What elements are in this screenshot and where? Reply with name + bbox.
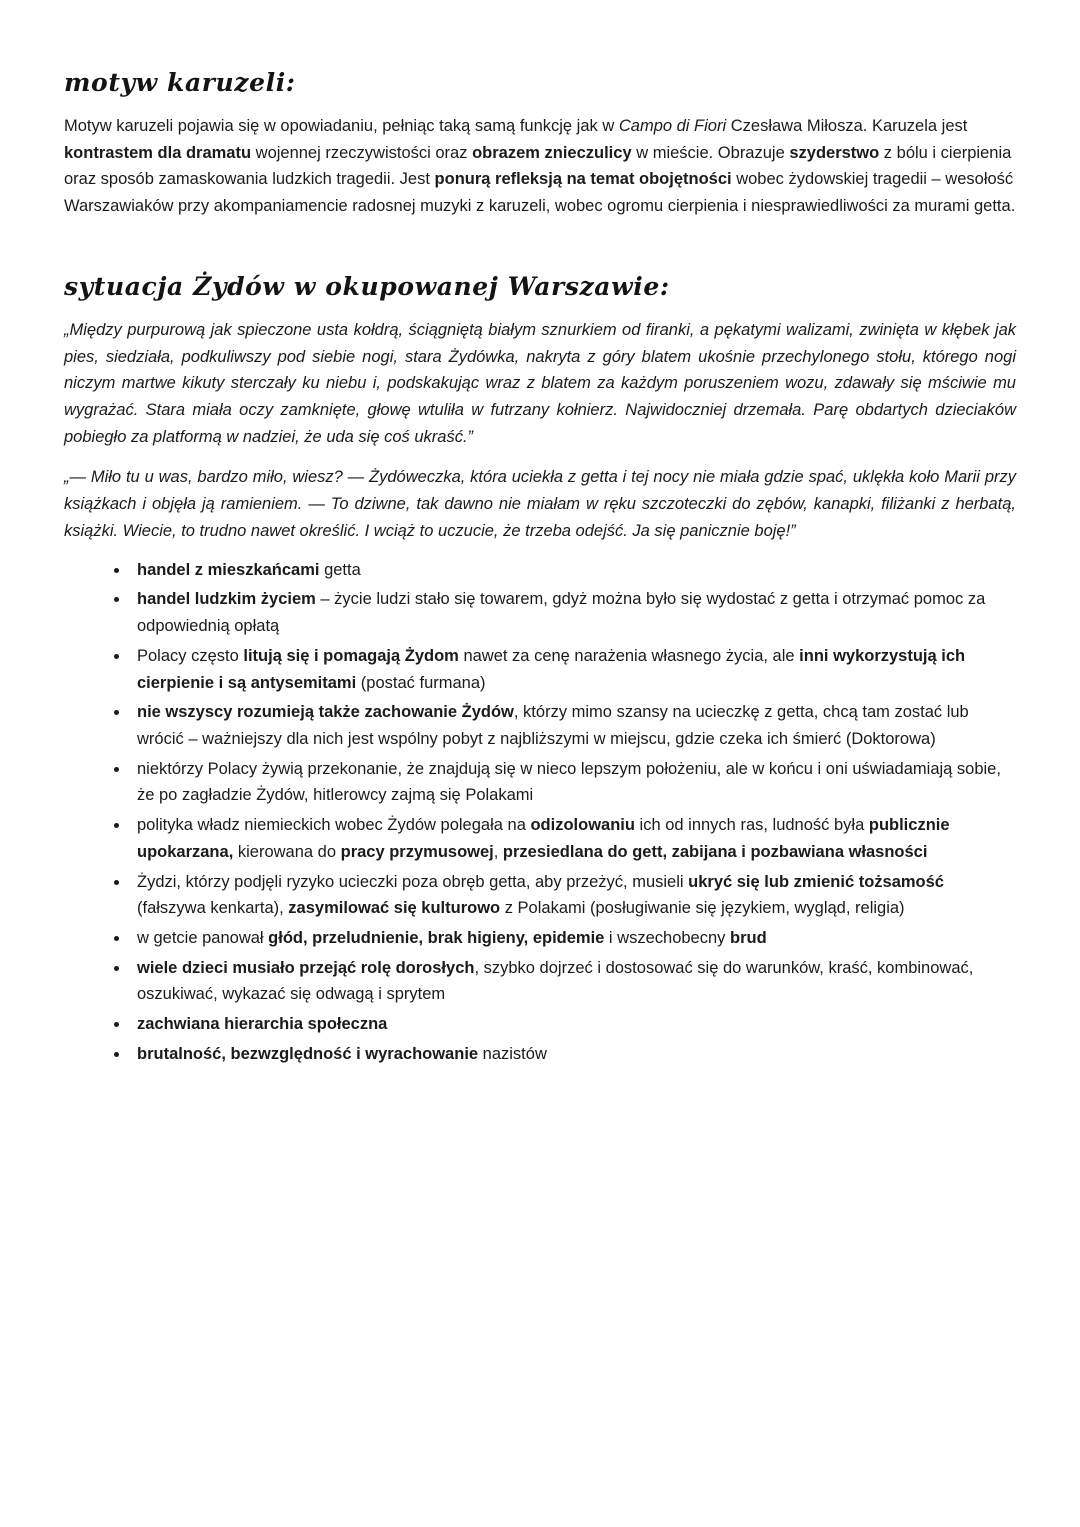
bullet-item bbox=[130, 699, 1016, 752]
text-run: wobec żydowskiej tragedii – wesołość Warszawiaków przy akompaniamencie radosnej muzyki z karuzeli, wobec ogromu cierpienia i niesprawiedliwości za murami getta. bbox=[64, 170, 1016, 216]
text-run: wojennej rzeczywistości oraz bbox=[251, 143, 473, 162]
section-heading-sytuacja-zydow: sytuacja Żydów w okupowanej Warszawie: bbox=[64, 271, 670, 301]
text-run: „— Miło tu u was, bardzo miło, wiesz? — Żydóweczka, która uciekła z getta i tej nocy nie miała gdzie spać, uklękła koło Marii przy książkach i objęła ją ramieniem. — To dziwne, tak dawno nie miałam w ręku szczoteczki do zębów, kanapki, filiżanki z herbatą, książki. Wiecie, to trudno nawet określić. I wciąż to uczucie, że trzeba odejść. Ja się panicznie boję!” bbox=[64, 468, 1016, 540]
text-run: przesiedlana do gett, zabijana i pozbawiana własności bbox=[502, 842, 928, 861]
text-run: w getcie panował bbox=[137, 928, 269, 947]
text-run: i wszechobecny bbox=[604, 928, 730, 947]
text-run: ponurą refleksją na temat obojętności bbox=[434, 170, 732, 189]
text-run: nawet za cenę narażenia własnego życia, ale bbox=[458, 646, 800, 665]
text-run: w mieście. Obrazuje bbox=[631, 143, 790, 162]
text-run: handel z mieszkańcami bbox=[137, 560, 320, 579]
text-run: (fałszywa kenkarta), bbox=[137, 899, 289, 918]
text-run: – życie ludzi stało się towarem, gdyż można było się wydostać z getta i otrzymać pomoc za odpowiednią opłatą bbox=[137, 590, 986, 636]
text-run: Campo di Fiori bbox=[618, 117, 727, 135]
text-run: (postać furmana) bbox=[356, 673, 486, 692]
text-run: getta bbox=[319, 560, 361, 579]
text-run: obrazem znieczulicy bbox=[472, 143, 632, 162]
text-run: niektórzy Polacy żywią przekonanie, że znajdują się w nieco lepszym położeniu, ale w końcu i oni uświadamiają sobie, że po zagładzie Żydów, hitlerowcy zajmą się Polakami bbox=[137, 759, 1001, 805]
bullet-item bbox=[130, 925, 1016, 952]
text-run: szyderstwo bbox=[789, 143, 880, 162]
bullet-item bbox=[130, 1041, 1016, 1068]
text-run: nazistów bbox=[478, 1044, 547, 1063]
body-paragraph-motyw-karuzeli bbox=[64, 113, 1016, 220]
bullet-item bbox=[130, 756, 1016, 809]
bullet-item bbox=[130, 812, 1016, 865]
text-run: pracy przymusowej bbox=[340, 842, 494, 861]
text-run: Polacy często bbox=[137, 646, 244, 665]
text-run: odizolowaniu bbox=[530, 816, 635, 835]
text-run: publicznie upokarzana, bbox=[137, 816, 950, 861]
quote-paragraph-2 bbox=[64, 464, 1016, 544]
section-sytuacja-zydow bbox=[64, 272, 1016, 1068]
section-motyw-karuzeli bbox=[64, 68, 1016, 220]
text-run: nie wszyscy rozumieją także zachowanie Żydów bbox=[137, 703, 514, 722]
text-run: z bólu i cierpienia oraz sposób zamaskowania ludzkich tragedii. Jest bbox=[64, 143, 1012, 189]
text-run: wiele dzieci musiało przejąć rolę dorosłych bbox=[137, 958, 475, 977]
text-run: zasymilować się kulturowo bbox=[288, 899, 501, 918]
text-run: , bbox=[493, 842, 503, 861]
quote-paragraph-1 bbox=[64, 317, 1016, 451]
text-run: , którzy mimo szansy na ucieczkę z getta, chcą tam zostać lub wrócić – ważniejszy dla nich jest wspólny pobyt z najbliższymi w miejscu, gdzie czeka ich śmierć (Doktorowa) bbox=[137, 703, 969, 748]
text-run: brud bbox=[730, 928, 767, 947]
bullet-item bbox=[130, 1011, 1016, 1038]
text-run: inni wykorzystują ich cierpienie i są antysemitami bbox=[137, 646, 966, 692]
text-run: , szybko dojrzeć i dostosować się do warunków, kraść, kombinować, oszukiwać, wykazać się odwagą i sprytem bbox=[137, 958, 974, 1004]
text-run: kontrastem dla dramatu bbox=[64, 143, 252, 162]
bullet-item bbox=[130, 869, 1016, 922]
text-run: brutalność, bezwzględność i wyrachowanie bbox=[137, 1044, 479, 1063]
text-run: ukryć się lub zmienić tożsamość bbox=[688, 872, 944, 891]
bullet-item bbox=[130, 586, 1016, 639]
bullet-list bbox=[64, 557, 1016, 1068]
section-heading-motyw-karuzeli: motyw karuzeli: bbox=[64, 68, 296, 97]
text-run: z Polakami (posługiwanie się językiem, wygląd, religia) bbox=[500, 899, 905, 918]
text-run: Żydzi, którzy podjęli ryzyko ucieczki poza obręb getta, aby przeżyć, musieli bbox=[137, 872, 689, 891]
text-run: Motyw karuzeli pojawia się w opowiadaniu, pełniąc taką samą funkcję jak w bbox=[64, 117, 619, 135]
text-run: polityka władz niemieckich wobec Żydów polegała na bbox=[137, 816, 531, 835]
text-run: kierowana do bbox=[233, 842, 341, 861]
text-run: handel ludzkim życiem bbox=[137, 590, 316, 609]
text-run: zachwiana hierarchia społeczna bbox=[137, 1015, 388, 1034]
bullet-item bbox=[130, 557, 1016, 584]
text-run: Czesława Miłosza. Karuzela jest bbox=[726, 117, 968, 135]
text-run: głód, przeludnienie, brak higieny, epidemie bbox=[268, 928, 605, 947]
text-run: litują się i pomagają Żydom bbox=[243, 646, 459, 665]
bullet-item bbox=[130, 955, 1016, 1008]
bullet-item bbox=[130, 643, 1016, 696]
text-run: ich od innych ras, ludność była bbox=[634, 816, 869, 835]
text-run: „Między purpurową jak spieczone usta kołdrą, ściągniętą białym sznurkiem od firanki, a pękatymi walizami, zwinięta w kłębek jak pies, siedziała, podkuliwszy pod siebie nogi, stara Żydówka, nakryta z góry blatem ukośnie przechylonego stołu, którego nogi niczym martwe kikuty sterczały ku niebu i, podskakując wraz z blatem za każdym poruszeniem wozu, zdawały się mściwie mu wygrażać. Stara miała oczy zamknięte, głowę wtuliła w futrzany kołnierz. Najwidoczniej drzemała. Parę obdartych dzieciaków pobiegło za platformą w nadziei, że uda się coś ukraść.” bbox=[64, 320, 1016, 446]
